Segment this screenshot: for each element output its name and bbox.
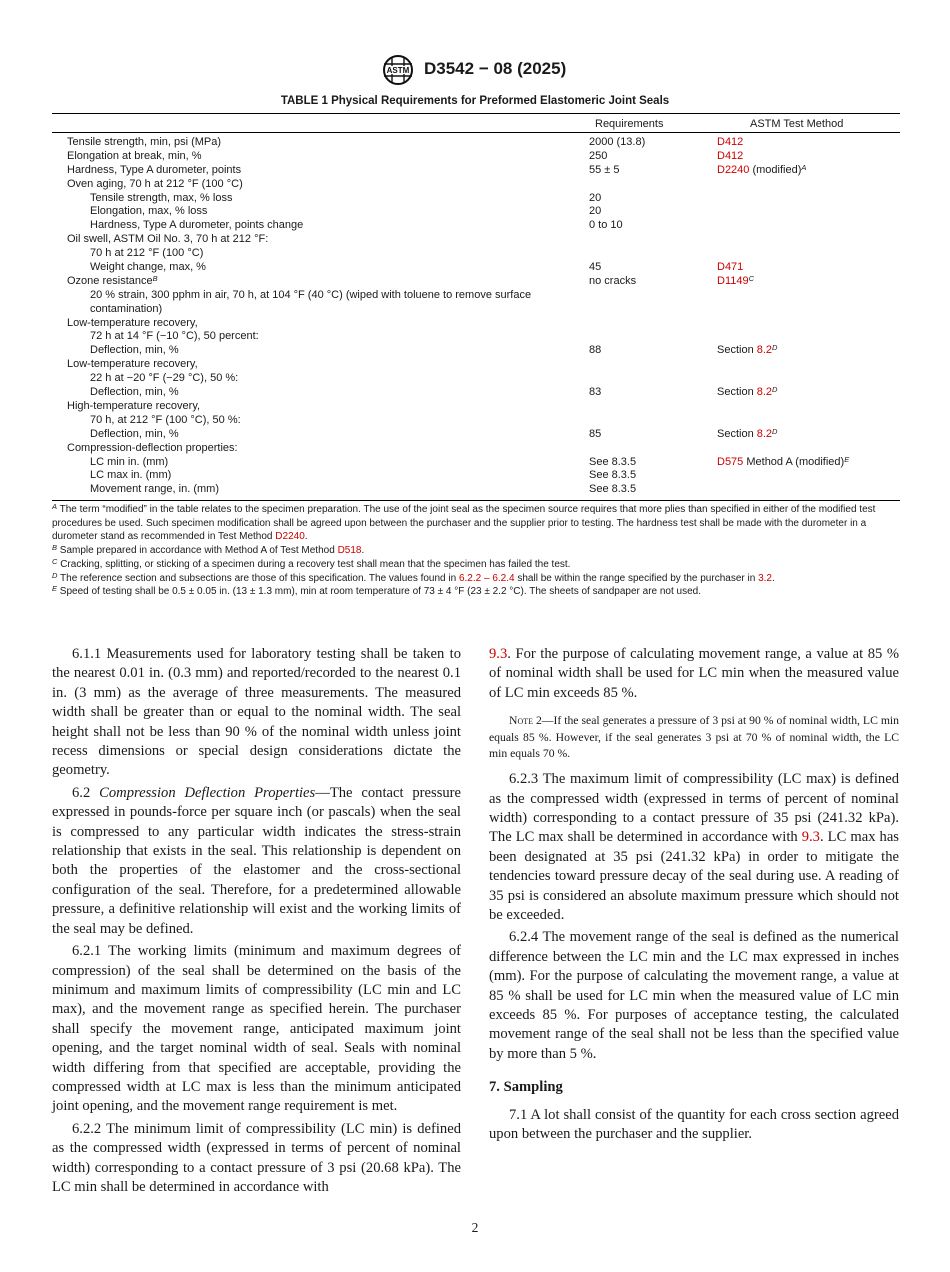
table-title: TABLE 1 Physical Requirements for Preformed Elastomeric Joint Seals — [280, 95, 670, 107]
test-method-link[interactable]: D412 — [717, 136, 744, 148]
link-9-3[interactable]: 9.3 — [489, 646, 508, 662]
row-label: Elongation, max, % loss — [90, 205, 208, 218]
test-method-link[interactable]: D412 — [717, 149, 744, 162]
table-body — [52, 133, 900, 500]
row-label: Weight change, max, % — [90, 261, 206, 274]
row-label: Elongation at break, min, % — [67, 149, 202, 162]
note-2: Note 2—If the seal generates a pressure of 3 psi at 90 % of nominal width, LC min equals 85 %. However, if the seal generates 3 psi at 70 % of nominal width, the LC min equals 70 %. — [489, 714, 899, 760]
table-row — [52, 372, 900, 386]
link-3-2[interactable]: 3.2 — [758, 572, 772, 584]
row-label: Compression-deflection properties: — [67, 441, 238, 454]
row-label: 20 % strain, 300 pphm in air, 70 h, at 104 °F (40 °C) (wiped with toluene to remove surface contamination) — [90, 288, 532, 315]
row-label: Low-temperature recovery, — [67, 316, 198, 329]
footnote-e: $^E$ Speed of testing shall be 0.5 ± 0.05 in. (13 ± 1.3 mm), min at room temperature of 73 ± 4 °F (23 ± 2.2 °C). The sheets of sandpaper are not used. — [52, 584, 702, 598]
test-method-link[interactable]: D2240 — [717, 163, 750, 176]
row-requirement: See 8.3.5 — [589, 469, 637, 482]
column-header-test-method: ASTM Test Method — [750, 118, 844, 130]
test-method-link[interactable]: D575 — [717, 455, 744, 468]
table-row — [52, 358, 900, 372]
row-test-method — [717, 150, 743, 164]
test-method-link[interactable]: 8.2 — [756, 386, 773, 399]
requirements-table — [52, 113, 900, 501]
section-title-compression-deflection: Compression Deflection Properties — [99, 784, 316, 801]
row-test-method — [717, 136, 743, 150]
row-label: 70 h, at 212 °F (100 °C), 50 %: — [90, 413, 241, 426]
table-row — [52, 400, 900, 414]
row-test-method: $D1149^C$ — [717, 273, 755, 287]
link-6-2-2-6-2-4[interactable]: 6.2.2 – 6.2.4 — [458, 572, 515, 584]
row-test-method: D575 Method A (modified)$^E$ — [717, 454, 850, 468]
row-requirement: 0 to 10 — [589, 219, 623, 232]
row-test-method: Section $8.2^D$ — [717, 385, 778, 399]
body-column-right — [489, 645, 899, 1147]
body-column-left — [52, 645, 461, 1197]
row-requirement: See 8.3.5 — [589, 483, 637, 496]
row-test-method: Section $8.2^D$ — [717, 343, 778, 357]
section-heading-sampling: 7. Sampling — [489, 1079, 563, 1096]
table-row — [52, 344, 900, 358]
table-footnotes — [52, 503, 900, 599]
row-requirement: 88 — [589, 344, 602, 357]
row-test-method: Section $8.2^D$ — [717, 426, 778, 440]
row-requirement: 83 — [589, 386, 602, 399]
test-method-link[interactable]: D1149 — [717, 274, 749, 287]
table-row — [52, 469, 900, 483]
table-row — [52, 414, 900, 428]
row-requirement: 20 — [589, 191, 602, 204]
paragraph-6-2: 6.2 Compression Deflection Properties—The contact pressure expressed in pounds-force per square inch (or pascals) when the seal is compressed to any particular width indicates the stress-strain relationship that exists in the seal. This relationship is dependent on both the properties of the elastomer and the cross-sectional configuration of the seal. Therefore, for a predetermined allowable pressure, a definitive relationship will exist and the working limits of the seal may be defined. — [52, 784, 462, 937]
footnote-b: $^B$ Sample prepared in accordance with Method A of Test Method D518. — [52, 543, 365, 557]
row-requirement: 55 ± 5 — [589, 163, 620, 176]
row-requirement: 2000 (13.8) — [589, 136, 646, 148]
row-label: Tensile strength, max, % loss — [90, 191, 233, 204]
table-row — [52, 442, 900, 456]
table-row — [52, 428, 900, 442]
row-label: Tensile strength, min, psi (MPa) — [67, 136, 222, 148]
logo-text: ASTM — [386, 66, 410, 75]
paragraph-6-2-1: 6.2.1 The working limits (minimum and maximum degrees of compression) of the seal shall be determined on the basis of the minimum and maximum limits of compressibility (LC min and LC max), and the movement range as specified herein. The purchaser shall specify the movement range, anticipated maximum joint opening, and the target nominal width of seal. Seals with nominal width differing from that specified are acceptable, providing the compressed width at LC max is less than the minimum anticipated joint opening, and the movement range requirement is met. — [52, 943, 461, 1115]
row-requirement: no cracks — [589, 274, 637, 287]
row-label: Deflection, min, % — [90, 427, 179, 440]
table-row — [52, 289, 900, 317]
row-requirement: 45 — [589, 261, 602, 274]
row-requirement: 85 — [589, 427, 602, 440]
row-label: 22 h at −20 °F (−29 °C), 50 %: — [90, 372, 239, 385]
paragraph-7-1: 7.1 A lot shall consist of the quantity for each cross section agreed upon between the purchaser and the supplier. — [489, 1106, 899, 1143]
link-d2240[interactable]: D2240 — [275, 531, 305, 543]
row-label: Deflection, min, % — [90, 386, 179, 399]
astm-logo-icon — [380, 54, 416, 86]
table-row — [52, 456, 900, 470]
row-requirement: 250 — [589, 149, 608, 162]
table-row — [52, 483, 900, 497]
paragraph-6-2-2-continued: 9.3. For the purpose of calculating movement range, a value at 85 % of nominal width shall be used for LC min when the measured value of LC min exceeds 85 %. — [489, 646, 899, 701]
paragraph-6-2-3: 6.2.3 The maximum limit of compressibility (LC max) is defined as the compressed width (expressed in terms of percent of nominal width) corresponding to a contact pressure of 35 psi (241.32 kPa). The LC max shall be determined in accordance with 9.3. LC max has been designated at 35 psi (241.32 kPa) in order to mitigate the tendencies toward pressure decay of the seal during use. A reading of 35 psi is considered an absolute maximum pressure which should not be exceeded. — [489, 771, 899, 923]
row-label: LC min in. (mm) — [90, 455, 169, 468]
table-row — [52, 192, 900, 206]
paragraph-6-2-2: 6.2.2 The minimum limit of compressibility (LC min) is defined as the compressed width (expressed in terms of percent of nominal width) corresponding to a contact pressure of 3 psi (20.68 kPa). The LC min shall be determined in accordance with — [52, 1120, 461, 1195]
table-row — [52, 164, 900, 178]
row-label: LC max in. (mm) — [90, 469, 172, 482]
row-test-method: D2240 (modified)$^A$ — [717, 162, 807, 176]
table-row — [52, 317, 900, 331]
link-9-3-b[interactable]: 9.3 — [801, 829, 820, 846]
row-label: Ozone resistance$^B$ — [67, 273, 158, 287]
document-designation: D3542 − 08 (2025) — [424, 59, 567, 78]
table-row — [52, 136, 900, 150]
row-requirement: See 8.3.5 — [589, 455, 637, 468]
table-row — [52, 150, 900, 164]
row-label: 72 h at 14 °F (−10 °C), 50 percent: — [90, 330, 259, 343]
table-header-row — [52, 114, 900, 132]
row-label: Oil swell, ASTM Oil No. 3, 70 h at 212 °F: — [67, 233, 269, 246]
footnote-a: $^A$ The term “modified” in the table relates to the specimen preparation. The use of the joint seal as the specimen source requires that more plies than specified in either of the modified test procedures be used. Such specimen modification shall be agreed upon between the purchaser and the supplier prior to testing. The hardness test shall be made with the durometer in a durometer stand as recommended in Test Method D2240. — [52, 502, 876, 543]
paragraph-6-2-4: 6.2.4 The movement range of the seal is defined as the numerical difference between the LC min and the LC max expressed in inches (mm). For the purpose of calculating the movement range, a value at 85 % shall be used for LC min when the measured value of LC min exceeds 85 %. For purposes of acceptance testing, the calculated movement range of the seal shall not be less than the specified value by more than 5 %. — [489, 929, 899, 1062]
row-label: High-temperature recovery, — [67, 399, 201, 412]
table-row — [52, 247, 900, 261]
page-number: 2 — [471, 1220, 479, 1235]
table-row — [52, 233, 900, 247]
footnote-d: $^D$ The reference section and subsections are those of this specification. The values found in 6.2.2 – 6.2.4 shall be within the range specified by the purchaser in 3.2. — [52, 570, 775, 584]
row-label: Low-temperature recovery, — [67, 358, 198, 371]
row-label: Movement range, in. (mm) — [90, 483, 219, 496]
table-row — [52, 178, 900, 192]
row-label: Oven aging, 70 h at 212 °F (100 °C) — [67, 177, 243, 190]
row-requirement: 20 — [589, 205, 602, 218]
table-row — [52, 386, 900, 400]
row-test-method — [717, 261, 743, 275]
link-d518[interactable]: D518 — [337, 545, 362, 557]
footnote-c: $^C$ Cracking, splitting, or sticking of a specimen during a recovery test shall mean that the specimen has failed the test. — [52, 556, 571, 570]
test-method-link[interactable]: 8.2 — [756, 344, 773, 357]
row-label: Deflection, min, % — [90, 344, 179, 357]
row-label: Hardness, Type A durometer, points change — [90, 219, 304, 232]
row-label: Hardness, Type A durometer, points — [67, 163, 242, 176]
column-header-requirements: Requirements — [595, 118, 664, 130]
page-header — [0, 54, 950, 88]
table-row — [52, 275, 900, 289]
row-label: 70 h at 212 °F (100 °C) — [90, 247, 204, 260]
test-method-link[interactable]: 8.2 — [756, 427, 773, 440]
table-row — [52, 219, 900, 233]
paragraph-6-1-1: 6.1.1 Measurements used for laboratory testing shall be taken to the nearest 0.01 in. (0.3 mm) and reported/recorded to the nearest 0.1 in. (3 mm) as the average of three measurements. The measured width shall be greater than or equal to the nominal width. The seal height shall not be less than 90 % of the nominal width unless joint recess dimensions or special design considerations dictate the geometry. — [52, 646, 461, 779]
table-row — [52, 205, 900, 219]
test-method-link[interactable]: D471 — [717, 261, 744, 274]
table-row — [52, 261, 900, 275]
